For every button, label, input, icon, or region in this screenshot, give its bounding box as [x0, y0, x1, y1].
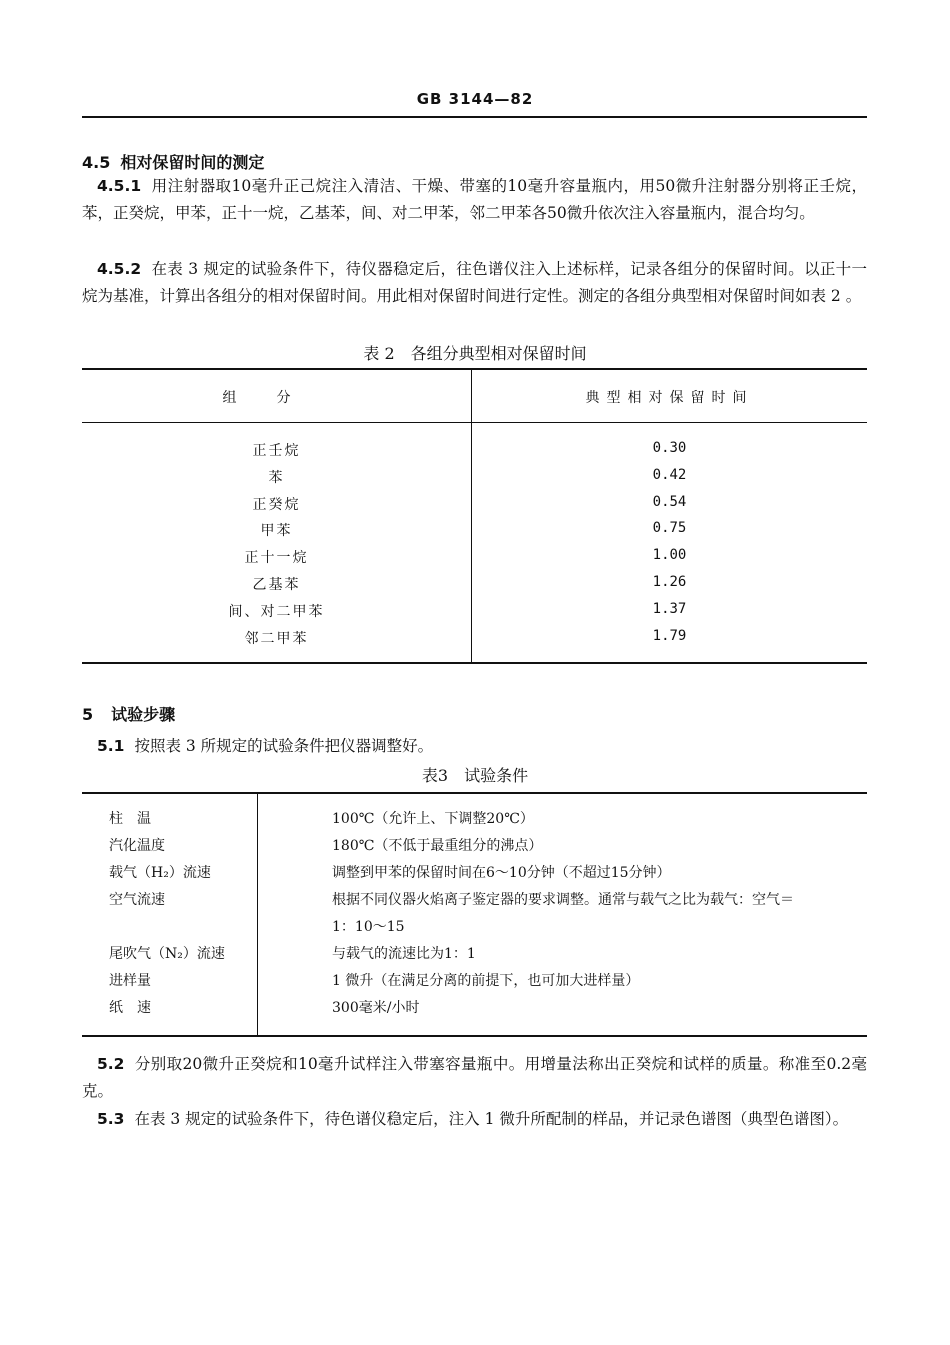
- table-row: [82, 597, 867, 624]
- table-row: [82, 806, 867, 833]
- rrt-cell: 0.54: [652, 493, 687, 510]
- rrt-cell: 1.79: [652, 627, 687, 644]
- table-rule: [82, 662, 867, 664]
- table-rule: [82, 792, 867, 794]
- condition-cell: 根据不同仪器火焰离子鉴定器的要求调整。通常与载气之比为载气：空气＝1：10～15: [332, 892, 794, 935]
- parameter-cell: 柱 温: [109, 811, 151, 827]
- clause-text: 用注射器取10毫升正己烷注入清洁、干燥、带塞的10毫升容量瓶内，用50微升注射器分别将正壬烷，苯，正癸烷，甲苯，正十一烷，乙基苯，间、对二甲苯，邻二甲苯各50微升依次注入容量瓶内，混合均匀。: [82, 177, 867, 222]
- table-row: [82, 436, 867, 463]
- table-3: [82, 792, 867, 1037]
- rrt-cell: 0.30: [652, 440, 687, 456]
- condition-cell: 180℃（不低于最重组分的沸点）: [332, 838, 543, 854]
- parameter-cell: 进样量: [109, 973, 151, 989]
- parameter-cell: 纸 速: [109, 1000, 151, 1016]
- paragraph-5-1: [82, 733, 867, 760]
- component-cell: 间、对二甲苯: [228, 603, 325, 620]
- clause-number: 5.1: [97, 737, 125, 755]
- table-row: [82, 995, 867, 1022]
- clause-number: 5.3: [97, 1110, 125, 1128]
- table-row: [82, 463, 867, 490]
- component-cell: 邻二甲苯: [244, 630, 309, 647]
- table-2-header-rrt: 典型相对保留时间: [585, 390, 754, 406]
- table-row: [82, 860, 867, 887]
- rrt-cell: 1.00: [652, 547, 687, 564]
- table-row: [82, 624, 867, 651]
- table-rule: [82, 368, 867, 370]
- clause-number: 4.5.1: [97, 177, 142, 195]
- page-header-standard-code: GB 3144—82: [416, 90, 534, 108]
- condition-cell: 调整到甲苯的保留时间在6～10分钟（不超过15分钟）: [332, 865, 671, 881]
- section-4-5-heading: [82, 150, 264, 173]
- paragraph-5-2: [82, 1051, 867, 1105]
- table-rule: [82, 1035, 867, 1037]
- table-2: [82, 368, 867, 664]
- table-row: [82, 968, 867, 995]
- table-rule: [82, 422, 867, 423]
- component-cell: 正十一烷: [244, 550, 309, 567]
- header-rule: [82, 116, 867, 118]
- section-number: 4.5: [82, 153, 111, 172]
- component-cell: 乙基苯: [252, 576, 301, 593]
- clause-text: 在表 3 规定的试验条件下，待色谱仪稳定后，注入 1 微升所配制的样品，并记录色谱图（典型色谱图）。: [134, 1110, 849, 1128]
- table-2-header-component: 组分: [222, 390, 331, 406]
- parameter-cell: 汽化温度: [109, 838, 165, 854]
- paragraph-5-3: [82, 1106, 867, 1133]
- condition-cell: 与载气的流速比为1：1: [332, 946, 476, 962]
- table-row: [82, 570, 867, 597]
- rrt-cell: 0.42: [652, 466, 687, 483]
- section-title: 试验步骤: [111, 705, 176, 724]
- paragraph-4-5-1: [82, 173, 867, 227]
- table-2-body: [82, 436, 867, 650]
- section-number: 5: [82, 705, 94, 724]
- table-2-caption: 表 2 各组分典型相对保留时间: [363, 344, 587, 363]
- table-row: [82, 887, 867, 941]
- clause-text: 在表 3 规定的试验条件下，待仪器稳定后，往色谱仪注入上述标样，记录各组分的保留时间。以正十一烷为基准，计算出各组分的相对保留时间。用此相对保留时间进行定性。测定的各组分典型相对保留时间如表 2 。: [82, 260, 867, 305]
- table-row: [82, 516, 867, 543]
- section-title: 相对保留时间的测定: [120, 153, 265, 172]
- table-row: [82, 833, 867, 860]
- rrt-cell: 0.75: [652, 520, 687, 537]
- component-cell: 甲苯: [260, 523, 293, 540]
- table-row: [82, 543, 867, 570]
- clause-number: 4.5.2: [97, 260, 142, 278]
- rrt-cell: 1.37: [652, 600, 687, 617]
- component-cell: 苯: [268, 469, 285, 486]
- rrt-cell: 1.26: [652, 573, 687, 590]
- table-3-body: [82, 806, 867, 1022]
- clause-text: 按照表 3 所规定的试验条件把仪器调整好。: [134, 737, 434, 755]
- parameter-cell: 尾吹气（N₂）流速: [109, 946, 225, 962]
- parameter-cell: 空气流速: [109, 892, 165, 908]
- parameter-cell: 载气（H₂）流速: [109, 865, 211, 881]
- table-row: [82, 941, 867, 968]
- condition-cell: 1 微升（在满足分离的前提下，也可加大进样量）: [332, 973, 640, 989]
- table-row: [82, 490, 867, 517]
- clause-number: 5.2: [97, 1055, 125, 1073]
- component-cell: 正癸烷: [252, 496, 301, 513]
- clause-text: 分别取20微升正癸烷和10毫升试样注入带塞容量瓶中。用增量法称出正癸烷和试样的质量。称准至0.2毫克。: [82, 1055, 867, 1100]
- paragraph-4-5-2: [82, 256, 867, 310]
- component-cell: 正壬烷: [252, 443, 301, 459]
- section-5-heading: [82, 702, 175, 725]
- condition-cell: 300毫米/小时: [332, 1000, 420, 1016]
- condition-cell: 100℃（允许上、下调整20℃）: [332, 811, 534, 827]
- table-3-caption: 表3 试验条件: [421, 766, 529, 785]
